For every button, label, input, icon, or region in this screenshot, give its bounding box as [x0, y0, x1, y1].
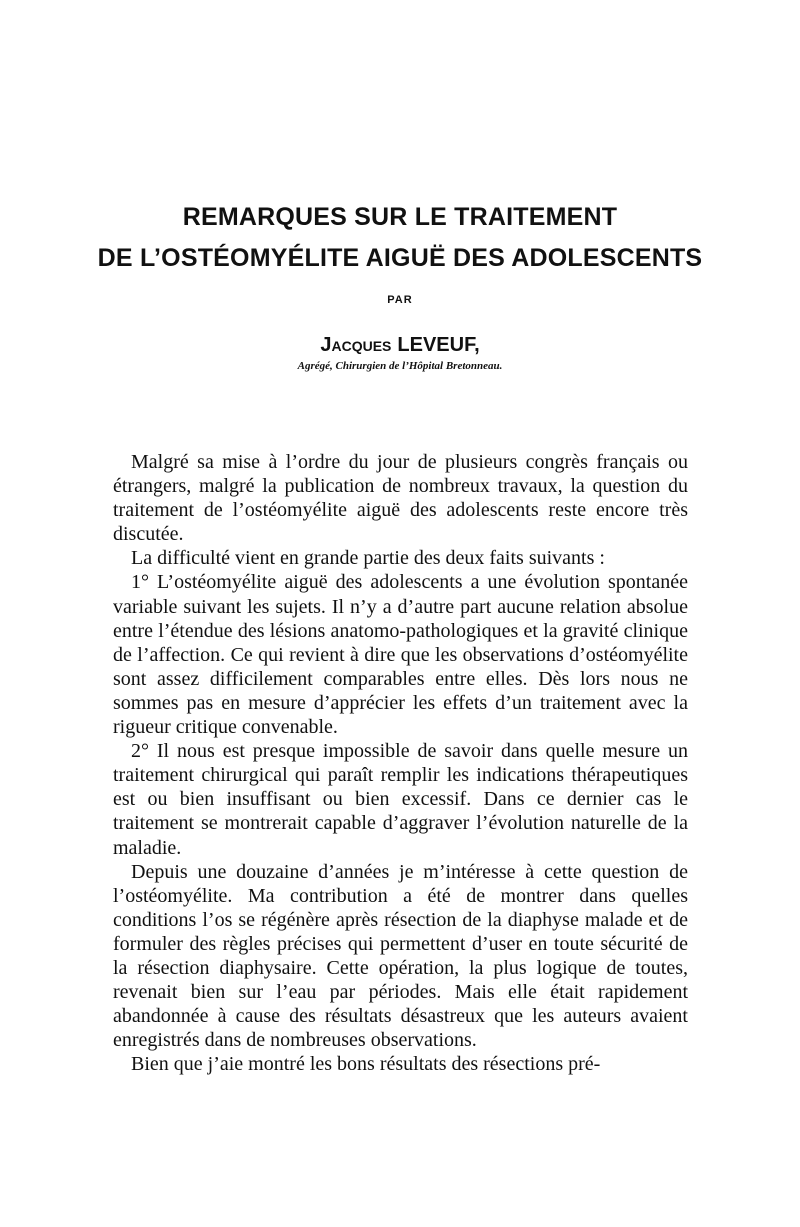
article-title-line-2: DE L’OSTÉOMYÉLITE AIGUË DES ADOLESCENTS — [97, 244, 703, 272]
author-name — [0, 334, 800, 357]
body-paragraph-6: Bien que j’aie montré les bons résultats des résections pré- — [131, 1053, 601, 1076]
author-last-name: LEVEUF, — [397, 334, 480, 356]
article-title-line-1: REMARQUES SUR LE TRAITEMENT — [182, 203, 618, 231]
article-body — [113, 450, 688, 1076]
body-paragraph-1: Malgré sa mise à l’ordre du jour de plusieurs congrès français ou étrangers, malgré la publication de nombreux travaux, la question du traitement de l’ostéomyélite aiguë des adolescents reste encore très discutée. — [113, 451, 688, 546]
body-paragraph-5: Depuis une douzaine d’années je m’intéresse à cette question de l’ostéomyélite. Ma contribution a été de montrer dans quelles conditions l’os se régénère après résection de la diaphyse malade et de formuler des règles précises qui permettent d’user en toute sécurité de la résection diaphysaire. Cette opération, la plus logique de toutes, revenait bien sur l’eau par périodes. Mais elle était rapidement abandonnée à cause des résultats désastreux que les auteurs avaient enregistrés dans de nombreuses observations. — [113, 860, 688, 1052]
body-paragraph-4: 2° Il nous est presque impossible de savoir dans quelle mesure un traitement chirurgical qui paraît remplir les indications thérapeutiques est ou bien insuffisant ou bien excessif. Dans ce dernier cas le traitement se montrerait capable d’aggraver l’évolution naturelle de la maladie. — [113, 740, 688, 859]
body-paragraph-2: La difficulté vient en grande partie des deux faits suivants : — [131, 547, 605, 570]
body-paragraph-3: 1° L’ostéomyélite aiguë des adolescents a une évolution spontanée variable suivant les sujets. Il n’y a d’autre part aucune relation absolue entre l’étendue des lésions anatomo-pathologiques et la gravité clinique de l’affection. Ce qui revient à dire que les observations d’ostéomyélite sont assez difficilement comparables entre elles. Dès lors nous ne sommes pas en mesure d’apprécier les effets d’un traitement avec la rigueur critique convenable. — [113, 571, 688, 739]
author-first-name: Jacques — [320, 334, 392, 356]
byline-par: PAR — [387, 294, 413, 306]
author-affiliation: Agrégé, Chirurgien de l’Hôpital Bretonneau. — [297, 360, 503, 372]
